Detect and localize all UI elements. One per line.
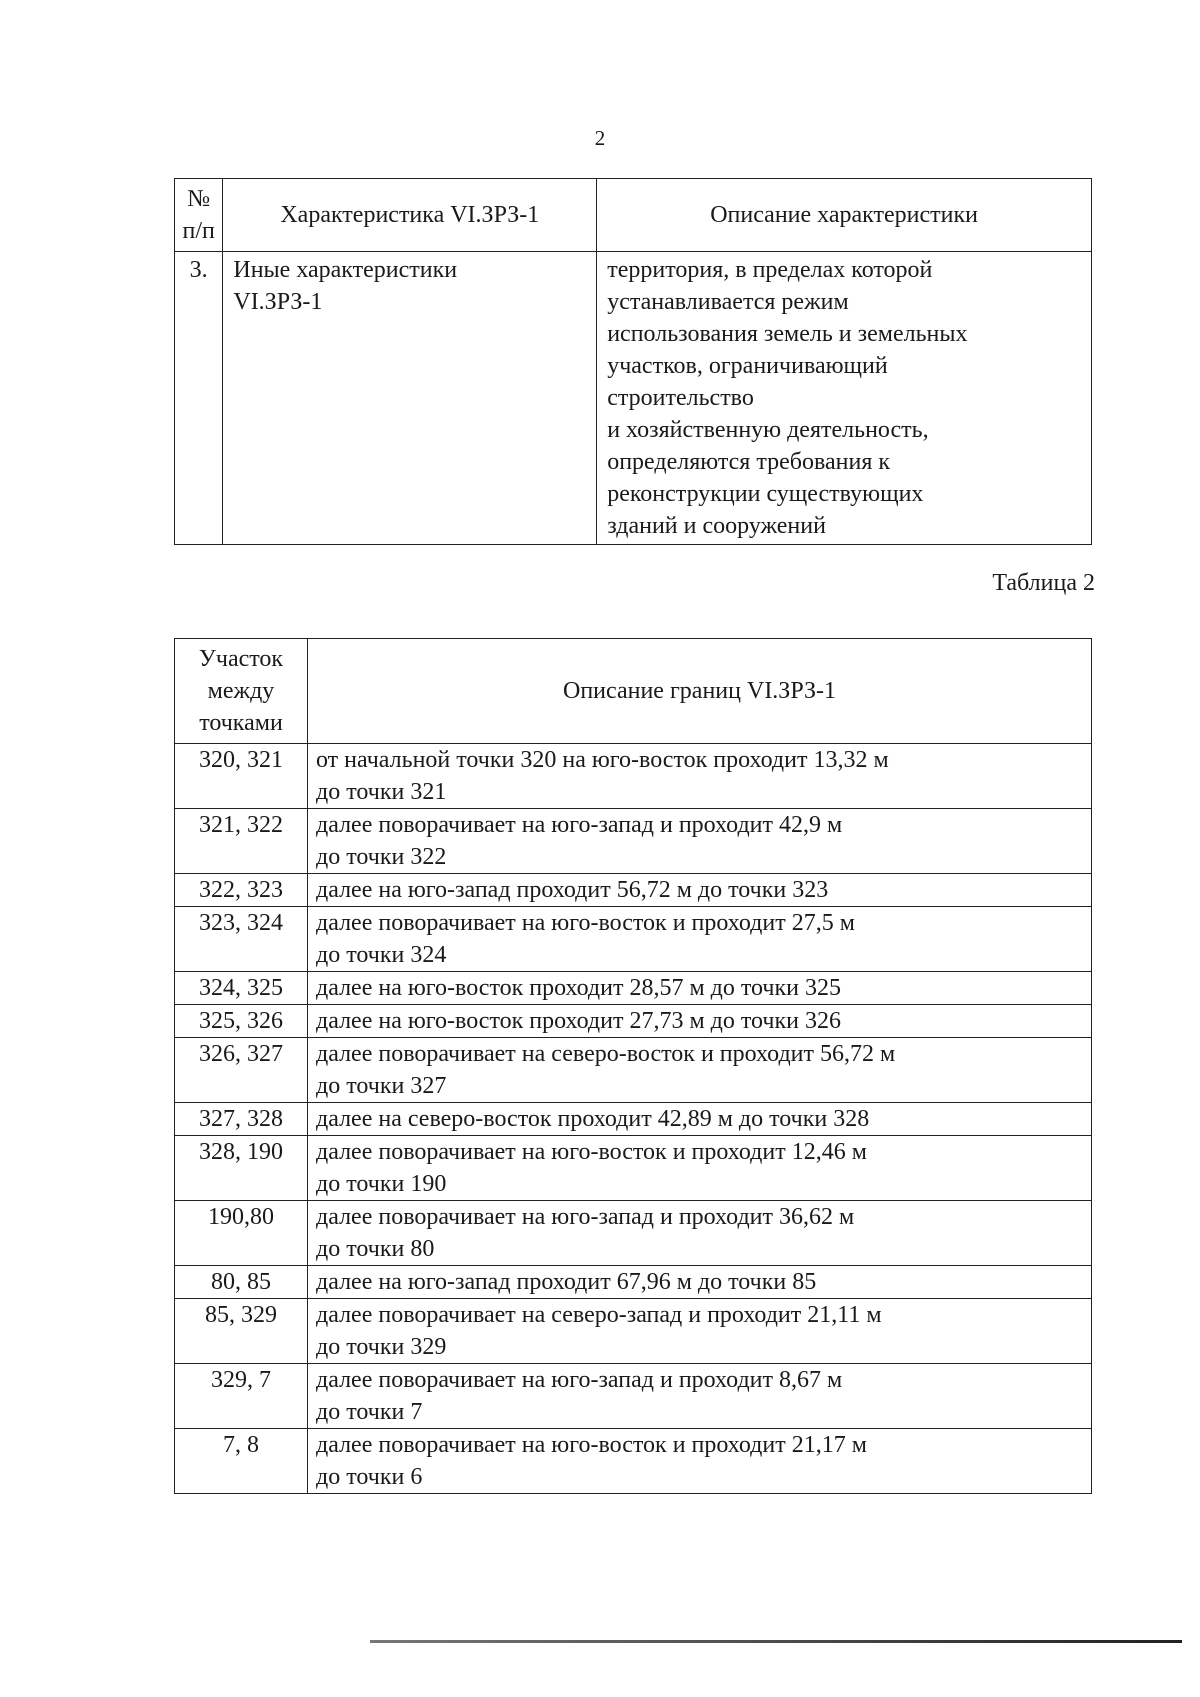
boundary-description-cell: далее на северо-восток проходит 42,89 м до точки 328	[308, 1103, 1092, 1136]
header-number: № п/п	[175, 179, 223, 252]
table-row	[175, 1201, 1092, 1266]
boundary-description-cell: далее на юго-восток проходит 27,73 м до точки 326	[308, 1005, 1092, 1038]
boundary-description-cell: далее поворачивает на юго-запад и проходит 42,9 м до точки 322	[308, 809, 1092, 874]
table-row	[175, 1005, 1092, 1038]
table-header-row	[175, 179, 1092, 252]
boundary-description-cell: далее на юго-запад проходит 56,72 м до точки 323	[308, 874, 1092, 907]
boundary-description-cell: далее поворачивает на северо-восток и проходит 56,72 м до точки 327	[308, 1038, 1092, 1103]
row-characteristic: Иные характеристики VI.ЗРЗ-1	[223, 252, 597, 545]
characteristics-table	[174, 178, 1092, 545]
segment-cell: 322, 323	[175, 874, 308, 907]
boundary-description-cell: далее поворачивает на юго-восток и проходит 21,17 м до точки 6	[308, 1429, 1092, 1494]
segment-cell: 323, 324	[175, 907, 308, 972]
row-description: территория, в пределах которой устанавливается режим использования земель и земельных участков, ограничивающий строительство и хозяйственную деятельность, определяются требования к реконструкции существующих зданий и сооружений	[597, 252, 1092, 545]
table-row	[175, 1136, 1092, 1201]
table-row	[175, 744, 1092, 809]
table-row	[175, 972, 1092, 1005]
boundaries-table-body	[175, 744, 1092, 1494]
segment-cell: 7, 8	[175, 1429, 308, 1494]
boundary-description-cell: далее поворачивает на юго-запад и проходит 8,67 м до точки 7	[308, 1364, 1092, 1429]
header-segment: Участок между точками	[175, 639, 308, 744]
row-number: 3.	[175, 252, 223, 545]
bottom-rule	[370, 1640, 1182, 1643]
segment-cell: 320, 321	[175, 744, 308, 809]
boundary-description-cell: от начальной точки 320 на юго-восток проходит 13,32 м до точки 321	[308, 744, 1092, 809]
header-boundary-description: Описание границ VI.ЗРЗ-1	[308, 639, 1092, 744]
segment-cell: 190,80	[175, 1201, 308, 1266]
segment-cell: 328, 190	[175, 1136, 308, 1201]
boundary-description-cell: далее поворачивает на юго-запад и проходит 36,62 м до точки 80	[308, 1201, 1092, 1266]
header-description: Описание характеристики	[597, 179, 1092, 252]
table-header-row	[175, 639, 1092, 744]
segment-cell: 326, 327	[175, 1038, 308, 1103]
segment-cell: 324, 325	[175, 972, 308, 1005]
table-caption: Таблица 2	[992, 570, 1095, 596]
boundary-description-cell: далее на юго-восток проходит 28,57 м до точки 325	[308, 972, 1092, 1005]
table-row	[175, 1299, 1092, 1364]
segment-cell: 85, 329	[175, 1299, 308, 1364]
segment-cell: 325, 326	[175, 1005, 308, 1038]
table-row	[175, 1266, 1092, 1299]
boundaries-table	[174, 638, 1092, 1494]
table-row	[175, 907, 1092, 972]
boundary-description-cell: далее на юго-запад проходит 67,96 м до точки 85	[308, 1266, 1092, 1299]
header-characteristic: Характеристика VI.ЗРЗ-1	[223, 179, 597, 252]
table-row	[175, 1364, 1092, 1429]
table-row	[175, 1038, 1092, 1103]
boundary-description-cell: далее поворачивает на юго-восток и проходит 27,5 м до точки 324	[308, 907, 1092, 972]
table-row	[175, 874, 1092, 907]
segment-cell: 327, 328	[175, 1103, 308, 1136]
segment-cell: 329, 7	[175, 1364, 308, 1429]
page-number: 2	[594, 126, 606, 150]
segment-cell: 80, 85	[175, 1266, 308, 1299]
table-row	[175, 1429, 1092, 1494]
boundary-description-cell: далее поворачивает на северо-запад и проходит 21,11 м до точки 329	[308, 1299, 1092, 1364]
table-row	[175, 252, 1092, 545]
table-row	[175, 809, 1092, 874]
segment-cell: 321, 322	[175, 809, 308, 874]
table-row	[175, 1103, 1092, 1136]
boundary-description-cell: далее поворачивает на юго-восток и проходит 12,46 м до точки 190	[308, 1136, 1092, 1201]
